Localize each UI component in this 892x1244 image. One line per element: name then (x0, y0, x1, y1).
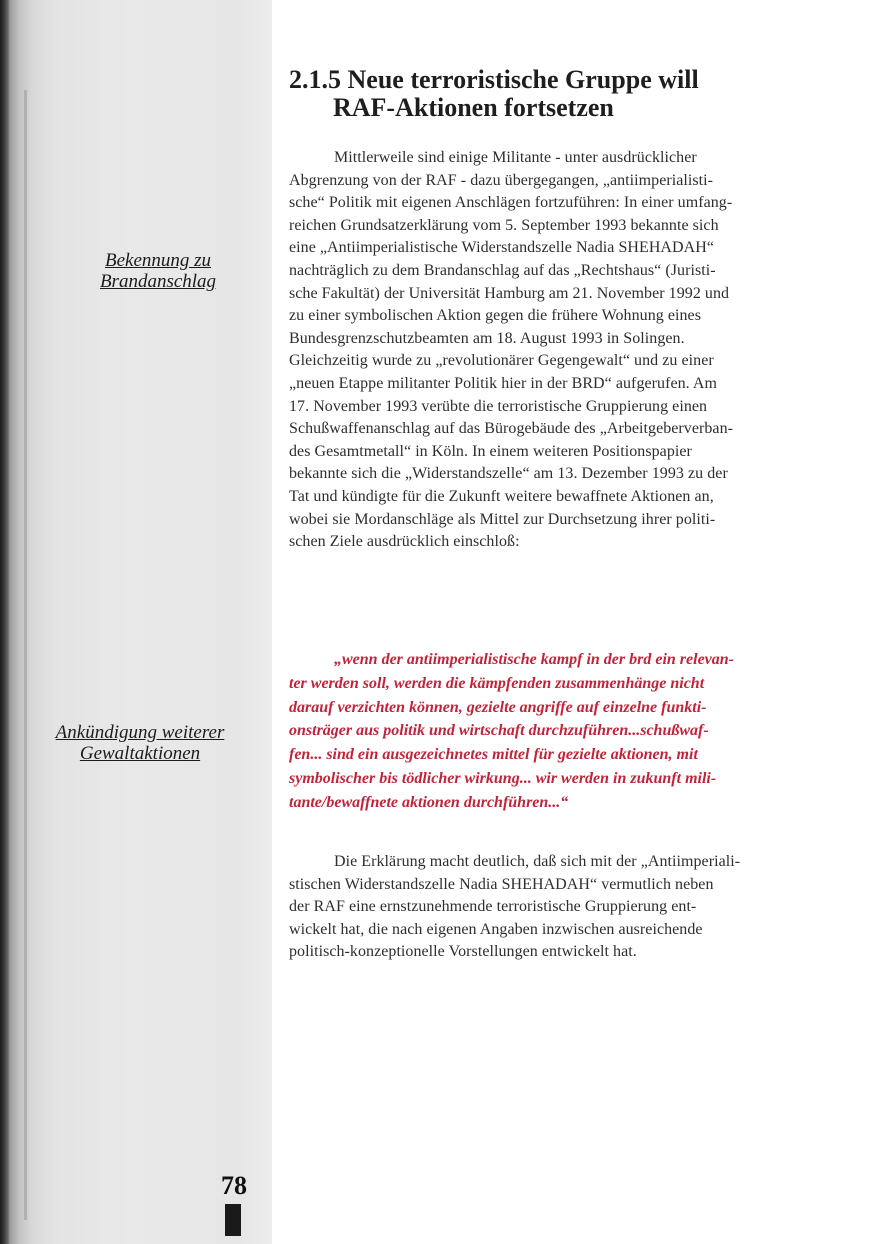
quote-line: darauf verzichten können, gezielte angriffe auf einzelne funkti- (289, 698, 707, 716)
margin-note-line: Brandanschlag (99, 271, 217, 292)
text-line: zu einer symbolischen Aktion gegen die frühere Wohnung eines (289, 307, 701, 325)
text-line: Abgrenzung von der RAF - dazu übergegangen, „antiimperialisti- (289, 171, 714, 189)
quote-line: „wenn der antiimperialistische kampf in der brd ein relevan- (334, 651, 735, 668)
text-line: sche Fakultät) der Universität Hamburg am 21. November 1992 und (289, 284, 730, 302)
quoted-statement (289, 648, 829, 815)
margin-note-line: Bekennung zu (104, 250, 212, 271)
text-line: 17. November 1993 verübte die terroristische Gruppierung einen (289, 397, 708, 415)
text-line: Bundesgrenzschutzbeamten am 18. August 1993 in Solingen. (289, 329, 685, 347)
page-margin-column (10, 0, 272, 1244)
text-line: Tat und kündigte für die Zukunft weitere bewaffnete Aktionen an, (289, 487, 714, 505)
text-line: sche“ Politik mit eigenen Anschlägen fortzuführen: In einer umfang- (289, 194, 733, 212)
heading-line-2: RAF-Aktionen fortsetzen (333, 93, 614, 122)
scan-binding-edge (0, 0, 10, 1244)
quote-line: fen... sind ein ausgezeichnetes mittel für gezielte aktionen, mit (289, 746, 698, 764)
text-line: „neuen Etappe militanter Politik hier in der BRD“ aufgerufen. Am (289, 374, 717, 392)
scan-shadow-stripe (24, 90, 27, 1220)
text-line: bekannte sich die „Widerstandszelle“ am 13. Dezember 1993 zu der (289, 465, 728, 483)
quote-line: onsträger aus politik und wirtschaft durchzuführen...schußwaf- (289, 722, 709, 740)
heading-line-1: 2.1.5 Neue terroristische Gruppe will (289, 65, 699, 94)
page-number: 78 (221, 1171, 247, 1200)
margin-note-line: Gewaltaktionen (79, 743, 201, 764)
quote-line: ter werden soll, werden die kämpfenden zusammenhänge nicht (289, 674, 705, 692)
margin-note-claim (58, 250, 258, 292)
body-paragraph-2 (289, 851, 829, 964)
margin-note-line: Ankündigung weiterer (55, 722, 225, 743)
quote-line: tante/bewaffnete aktionen durchführen...“ (289, 793, 569, 811)
text-line: wobei sie Mordanschläge als Mittel zur Durchsetzung ihrer politi- (289, 510, 716, 528)
quote-line: symbolischer bis tödlicher wirkung... wir werden in zukunft mili- (289, 769, 717, 787)
text-line: der RAF eine ernstzunehmende terroristische Gruppierung ent- (289, 898, 697, 916)
text-line: reichen Grundsatzerklärung vom 5. September 1993 bekannte sich (289, 216, 719, 234)
page-thumb-mark (225, 1204, 241, 1236)
section-heading (289, 66, 849, 122)
text-line: wickelt hat, die nach eigenen Angaben inzwischen ausreichende (289, 920, 703, 938)
margin-note-announcement (40, 722, 240, 764)
text-line: des Gesamtmetall“ in Köln. In einem weiteren Positionspapier (289, 442, 692, 460)
text-line: Schußwaffenanschlag auf das Bürogebäude des „Arbeitgeberverban- (289, 420, 734, 438)
text-line: nachträglich zu dem Brandanschlag auf das „Rechtshaus“ (Juristi- (289, 261, 716, 279)
text-line: eine „Antiimperialistische Widerstandszelle Nadia SHEHADAH“ (289, 239, 714, 257)
text-line: schen Ziele ausdrücklich einschloß: (289, 533, 520, 551)
text-line: Die Erklärung macht deutlich, daß sich mit der „Antiimperiali- (334, 853, 741, 870)
text-line: Mittlerweile sind einige Militante - unter ausdrücklicher (334, 149, 697, 166)
text-line: Gleichzeitig wurde zu „revolutionärer Gegengewalt“ und zu einer (289, 352, 714, 370)
text-line: stischen Widerstandszelle Nadia SHEHADAH“ vermutlich neben (289, 875, 714, 893)
text-line: politisch-konzeptionelle Vorstellungen entwickelt hat. (289, 943, 637, 961)
body-paragraph-1 (289, 147, 829, 554)
